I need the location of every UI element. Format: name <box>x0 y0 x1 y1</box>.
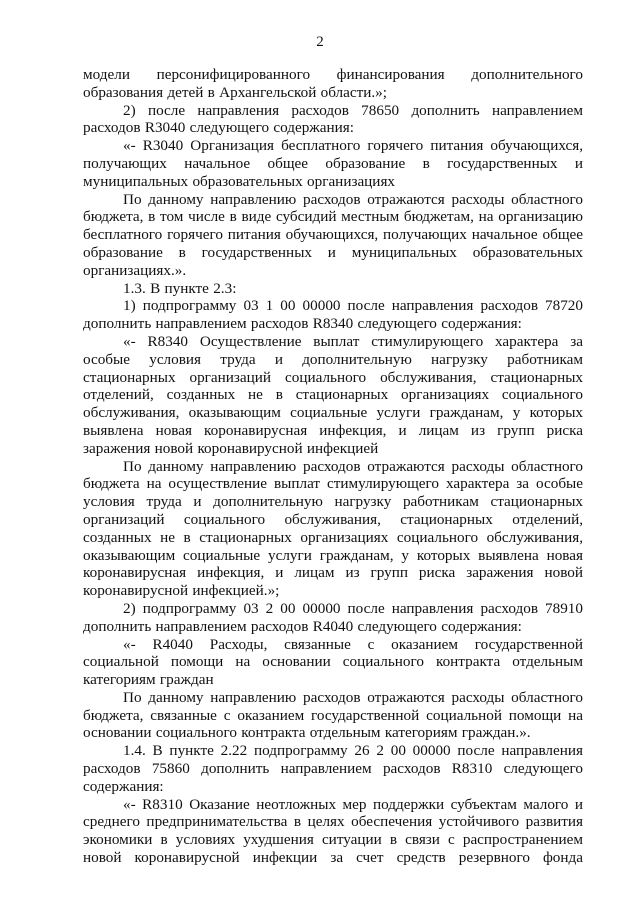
paragraph: По данному направлению расходов отражаются расходы областного бюджета, в том числе в виде субсидий местным бюджетам, на организацию бесплатного горячего питания обучающихся, получающих начальное общее образование в государственных и муниципальных образовательных организациях.». <box>83 190 583 279</box>
paragraph: «- R8340 Осуществление выплат стимулирующего характера за особые условия труда и дополнительную нагрузку работникам стационарных организаций социального обслуживания, стационарных отделений, созданных не в стационарных организациях социального обслуживания, оказывающим социальные услуги гражданам, у которых выявлена новая коронавирусная инфекция, и лицам из групп риска заражения новой коронавирусной инфекцией <box>83 332 583 457</box>
paragraph: «- R8310 Оказание неотложных мер поддержки субъектам малого и среднего предпринимательства в целях обеспечения устойчивого развития экономики в условиях ухудшения ситуации в связи с распространением новой коронавирусной инфекции за счет средств резервного фонда <box>83 795 583 867</box>
paragraph: «- R4040 Расходы, связанные с оказанием государственной социальной помощи на основании социального контракта отдельным категориям граждан <box>83 635 583 689</box>
paragraph: модели персонифицированного финансирования дополнительного образования детей в Архангельской области.»; <box>83 66 583 101</box>
paragraph: «- R3040 Организация бесплатного горячего питания обучающихся, получающих начальное общее образование в государственных и муниципальных образовательных организациях <box>83 137 583 190</box>
paragraph: По данному направлению расходов отражаются расходы областного бюджета, связанные с оказанием государственной социальной помощи на основании социального контракта отдельным категориям граждан.». <box>83 688 583 742</box>
paragraph: 2) подпрограмму 03 2 00 00000 после направления расходов 78910 дополнить направлением расходов R4040 следующего содержания: <box>83 599 583 635</box>
paragraph: 1.3. В пункте 2.3: <box>123 279 237 297</box>
paragraph: 1) подпрограмму 03 1 00 00000 после направления расходов 78720 дополнить направлением расходов R8340 следующего содержания: <box>83 297 583 333</box>
page-number: 2 <box>316 34 324 50</box>
document-body <box>83 66 583 867</box>
paragraph: 2) после направления расходов 78650 дополнить направлением расходов R3040 следующего содержания: <box>83 101 583 137</box>
paragraph: 1.4. В пункте 2.22 подпрограмму 26 2 00 00000 после направления расходов 75860 дополнить направлением расходов R8310 следующего содержания: <box>83 742 583 795</box>
paragraph: По данному направлению расходов отражаются расходы областного бюджета на осуществление выплат стимулирующего характера за особые условия труда и дополнительную нагрузку работникам стационарных организаций социального обслуживания, стационарных отделений, созданных не в стационарных организациях социального обслуживания, оказывающим социальные услуги гражданам, у которых выявлена новая коронавирусная инфекция, и лицам из групп риска заражения новой коронавирусной инфекцией.»; <box>83 457 583 600</box>
